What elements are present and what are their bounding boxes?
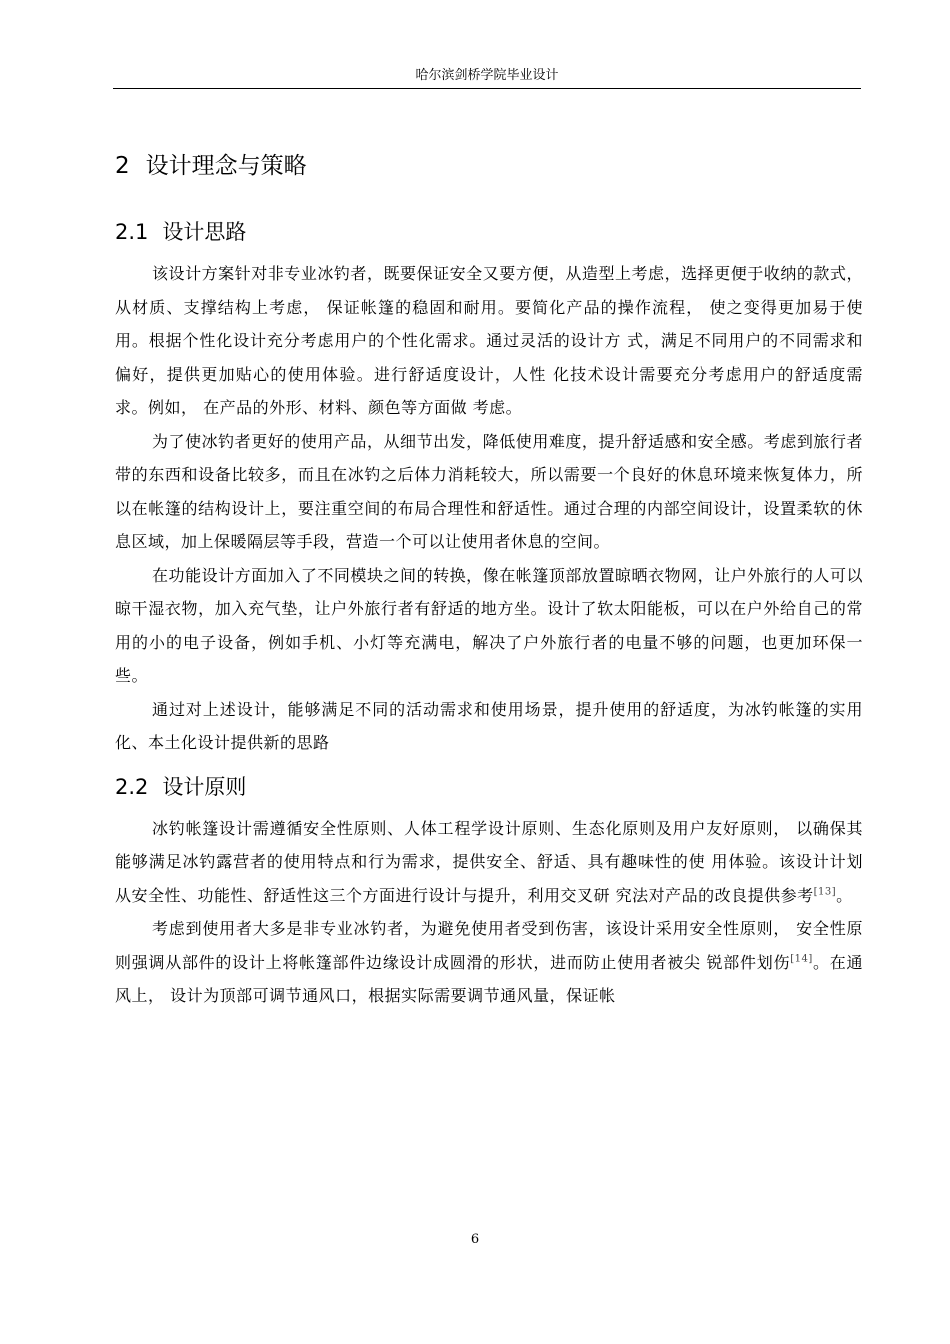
paragraph-text-end: 。 xyxy=(836,885,853,905)
document-body xyxy=(115,140,863,1013)
paragraph-text-end: 。在通风上， 设计为顶部可调节通风口，根据实际需要调节通风量，保证帐 xyxy=(115,952,863,1005)
chapter-heading xyxy=(115,140,863,192)
section-number: 2.1 xyxy=(115,220,149,244)
paragraph-text: 冰钓帐篷设计需遵循安全性原则、人体工程学设计原则、生态化原则及用户友好原则， 以确保其能够满足冰钓露营者的使用特点和行为需求，提供安全、舒适、具有趣味性的使 用体验。该设计计划从安全性、功能性、舒适性这三个方面进行设计与提升，利用交叉研 究法对产品的改良提供参考 xyxy=(115,818,863,905)
paragraph: 在功能设计方面加入了不同模块之间的转换，像在帐篷顶部放置晾晒衣物网，让户外旅行的人可以晾干湿衣物，加入充气垫，让户外旅行者有舒适的地方坐。设计了软太阳能板，可以在户外给自己的常用的小的电子设备，例如手机、小灯等充满电，解决了户外旅行者的电量不够的问题，也更加环保一些。 xyxy=(115,565,863,685)
citation-ref: [14] xyxy=(790,953,813,965)
page-number: 6 xyxy=(470,1232,480,1247)
citation-ref: [13] xyxy=(813,886,837,898)
chapter-number: 2 xyxy=(115,153,130,179)
page-header: 哈尔滨剑桥学院毕业设计 xyxy=(415,68,559,83)
section-title: 设计原则 xyxy=(162,774,247,799)
section-number: 2.2 xyxy=(115,774,149,799)
paragraph: 为了使冰钓者更好的使用产品，从细节出发，降低使用难度，提升舒适感和安全感。考虑到旅行者带的东西和设备比较多，而且在冰钓之后体力消耗较大，所以需要一个良好的休息环境来恢复体力，所以在帐篷的结构设计上，要注重空间的布局合理性和舒适性。通过合理的内部空间设计，设置柔软的休息区域，加上保暖隔层等手段，营造一个可以让使用者休息的空间。 xyxy=(115,431,863,551)
paragraph-text: 考虑到使用者大多是非专业冰钓者，为避免使用者受到伤害，该设计采用安全性原则， 安全性原则强调从部件的设计上将帐篷部件边缘设计成圆滑的形状，进而防止使用者被尖 锐部件划伤 xyxy=(115,919,863,972)
paragraph: 该设计方案针对非专业冰钓者，既要保证安全又要方便，从造型上考虑，选择更便于收纳的款式，从材质、支撑结构上考虑， 保证帐篷的稳固和耐用。要简化产品的操作流程， 使之变得更加易于使用。根据个性化设计充分考虑用户的个性化需求。通过灵活的设计方 式，满足不同用户的不同需求和偏好，提供更加贴心的使用体验。进行舒适度设计，人性 化技术设计需要充分考虑用户的舒适度需求。例如， 在产品的外形、材料、颜色等方面做 考虑。 xyxy=(115,264,863,417)
paragraph xyxy=(115,912,863,1013)
section-title: 设计思路 xyxy=(162,220,247,244)
chapter-title: 设计理念与策略 xyxy=(145,153,307,179)
header-divider xyxy=(113,88,861,89)
paragraph xyxy=(115,812,863,913)
section-heading-2-1 xyxy=(115,209,863,255)
paragraph: 通过对上述设计，能够满足不同的活动需求和使用场景，提升使用的舒适度，为冰钓帐篷的实用化、本土化设计提供新的思路 xyxy=(115,699,863,752)
section-heading-2-2 xyxy=(115,764,863,810)
